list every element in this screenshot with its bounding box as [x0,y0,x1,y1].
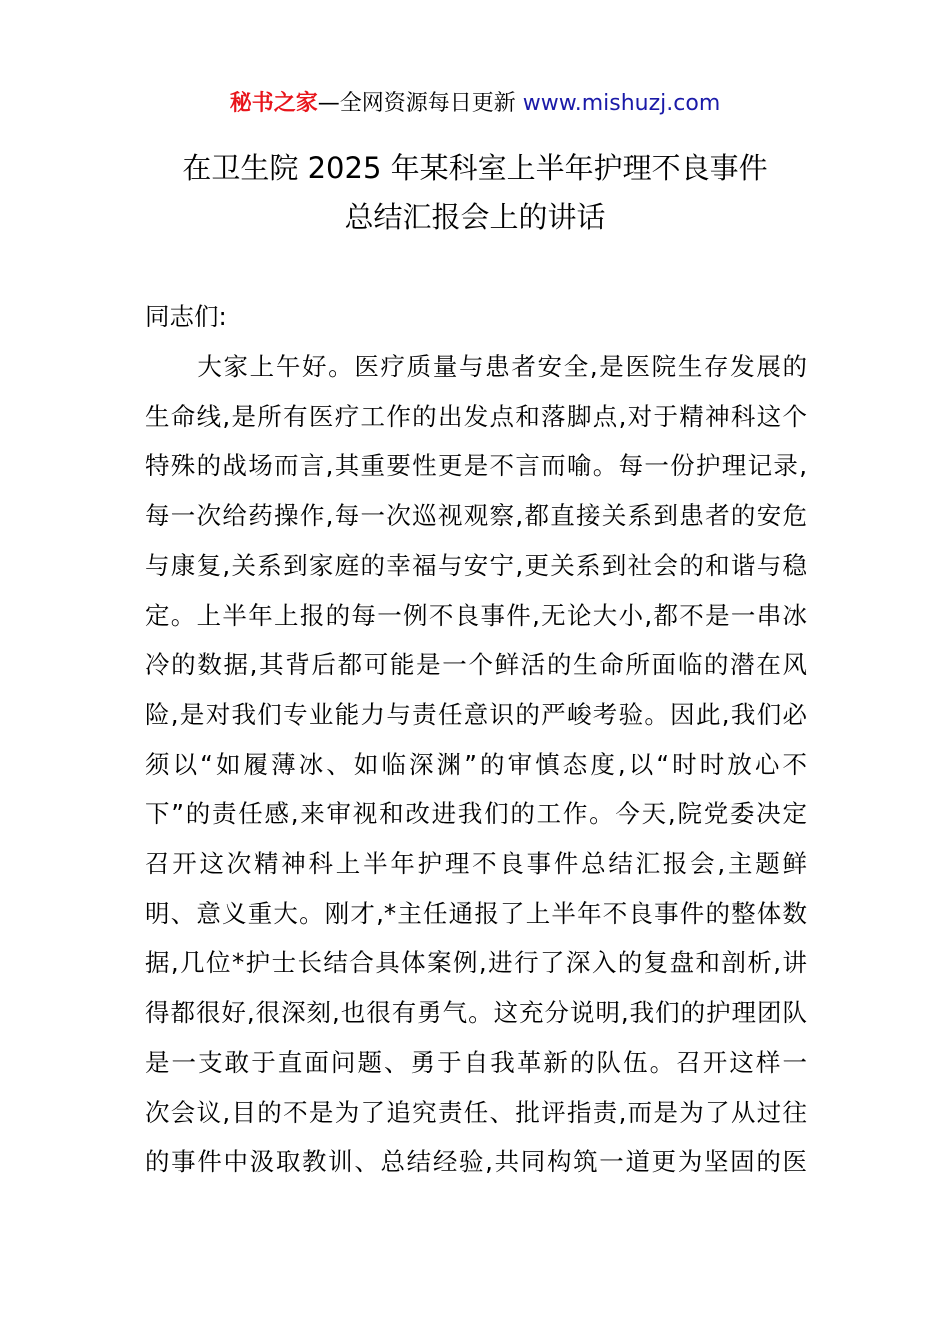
body-text-line: 冷的数据,其背后都可能是一个鲜活的生命所面临的潜在风 [145,650,807,680]
body-text-line: 须以“如履薄冰、如临深渊”的审慎态度,以“时时放心不 [145,749,807,779]
brand-name: 秘书之家 [229,91,318,116]
body-text-line: 险,是对我们专业能力与责任意识的严峻考验。因此,我们必 [145,699,807,729]
salutation: 同志们: [145,302,227,331]
document-title-line-1: 在卫生院 2025 年某科室上半年护理不良事件 [182,151,768,185]
body-text-line: 得都很好,很深刻,也很有勇气。这充分说明,我们的护理团队 [145,998,807,1028]
body-text-line: 下”的责任感,来审视和改进我们的工作。今天,院党委决定 [145,799,807,829]
body-text-line: 特殊的战场而言,其重要性更是不言而喻。每一份护理记录, [145,451,807,481]
body-text-line: 大家上午好。医疗质量与患者安全,是医院生存发展的 [145,352,807,381]
body-text-line: 定。上半年上报的每一例不良事件,无论大小,都不是一串冰 [145,600,807,630]
body-text-line: 生命线,是所有医疗工作的出发点和落脚点,对于精神科这个 [145,401,807,431]
body-text-line: 与康复,关系到家庭的幸福与安宁,更关系到社会的和谐与稳 [145,550,807,580]
document-title-line-2: 总结汇报会上的讲话 [344,200,606,234]
header-tagline: —全网资源每日更新 [317,91,523,116]
site-link[interactable]: www.mishuzj.com [522,91,721,116]
body-text-line: 的事件中汲取教训、总结经验,共同构筑一道更为坚固的医 [145,1147,807,1177]
body-text-line: 是一支敢于直面问题、勇于自我革新的队伍。召开这样一 [145,1047,807,1077]
body-text-line: 据,几位*护士长结合具体案例,进行了深入的复盘和剖析,讲 [145,948,807,978]
body-text-line: 次会议,目的不是为了追究责任、批评指责,而是为了从过往 [145,1097,807,1127]
body-text-line: 明、意义重大。刚才,*主任通报了上半年不良事件的整体数 [145,898,807,928]
site-header [0,88,950,120]
body-text-line: 召开这次精神科上半年护理不良事件总结汇报会,主题鲜 [145,849,807,878]
body-text-line: 每一次给药操作,每一次巡视观察,都直接关系到患者的安危 [145,501,807,531]
